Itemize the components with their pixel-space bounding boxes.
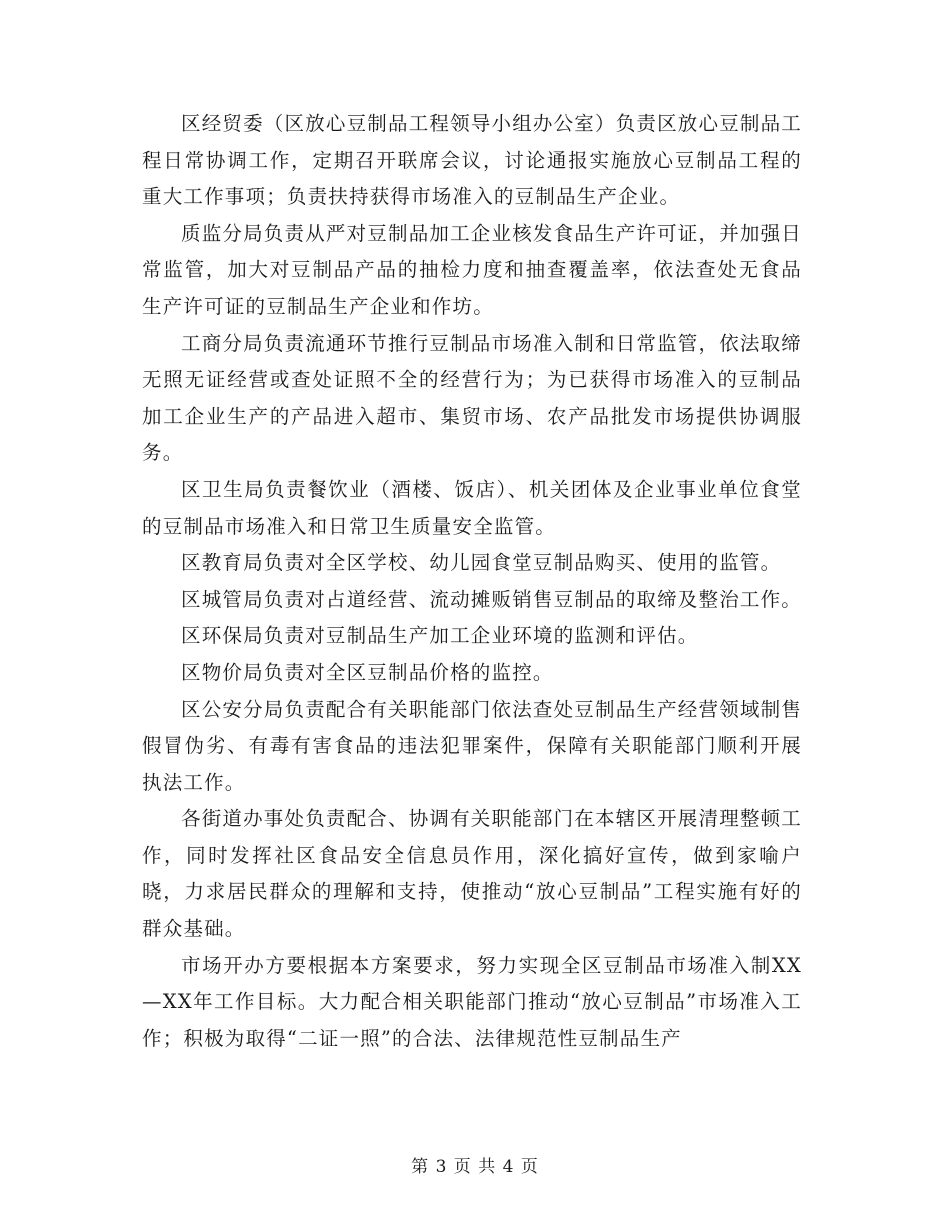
paragraph-urban-management: 区城管局负责对占道经营、流动摊贩销售豆制品的取缔及整治工作。 (181, 587, 803, 611)
document-body (142, 106, 802, 1057)
paragraph-price-bureau: 区物价局负责对全区豆制品价格的监控。 (181, 660, 554, 684)
page-number-footer: 第 3 页 共 4 页 (411, 1157, 539, 1177)
paragraph-quality-supervision: 质监分局负责从严对豆制品加工企业核发食品生产许可证，并加强日常监管，加大对豆制品产品的抽检力度和抽查覆盖率，依法查处无食品生产许可证的豆制品生产企业和作坊。 (142, 221, 803, 318)
paragraph-economic-trade-committee: 区经贸委（区放心豆制品工程领导小组办公室）负责区放心豆制品工程日常协调工作，定期召开联席会议，讨论通报实施放心豆制品工程的重大工作事项；负责扶持获得市场准入的豆制品生产企业。 (142, 112, 803, 209)
paragraph-environmental-protection: 区环保局负责对豆制品生产加工企业环境的监测和评估。 (181, 624, 699, 648)
paragraph-education-bureau: 区教育局负责对全区学校、幼儿园食堂豆制品购买、使用的监管。 (181, 551, 782, 575)
paragraph-health-bureau: 区卫生局负责餐饮业（酒楼、饭店）、机关团体及企业事业单位食堂的豆制品市场准入和日常卫生质量安全监管。 (142, 477, 802, 538)
paragraph-industry-commerce: 工商分局负责流通环节推行豆制品市场准入制和日常监管，依法取缔无照无证经营或查处证照不全的经营行为；为已获得市场准入的豆制品加工企业生产的产品进入超市、集贸市场、农产品批发市场提供协调服务。 (142, 331, 803, 465)
paragraph-street-offices: 各街道办事处负责配合、协调有关职能部门在本辖区开展清理整顿工作，同时发挥社区食品安全信息员作用，深化搞好宣传，做到家喻户晓，力求居民群众的理解和支持，使推动“放心豆制品”工程实施有好的群众基础。 (142, 807, 803, 941)
paragraph-public-security: 区公安分局负责配合有关职能部门依法查处豆制品生产经营领域制售假冒伪劣、有毒有害食品的违法犯罪案件，保障有关职能部门顺利开展执法工作。 (142, 697, 803, 794)
paragraph-market-operators: 市场开办方要根据本方案要求，努力实现全区豆制品市场准入制XX—XX年工作目标。大力配合相关职能部门推动“放心豆制品”市场准入工作；积极为取得“二证一照”的合法、法律规范性豆制品生产 (142, 953, 802, 1050)
